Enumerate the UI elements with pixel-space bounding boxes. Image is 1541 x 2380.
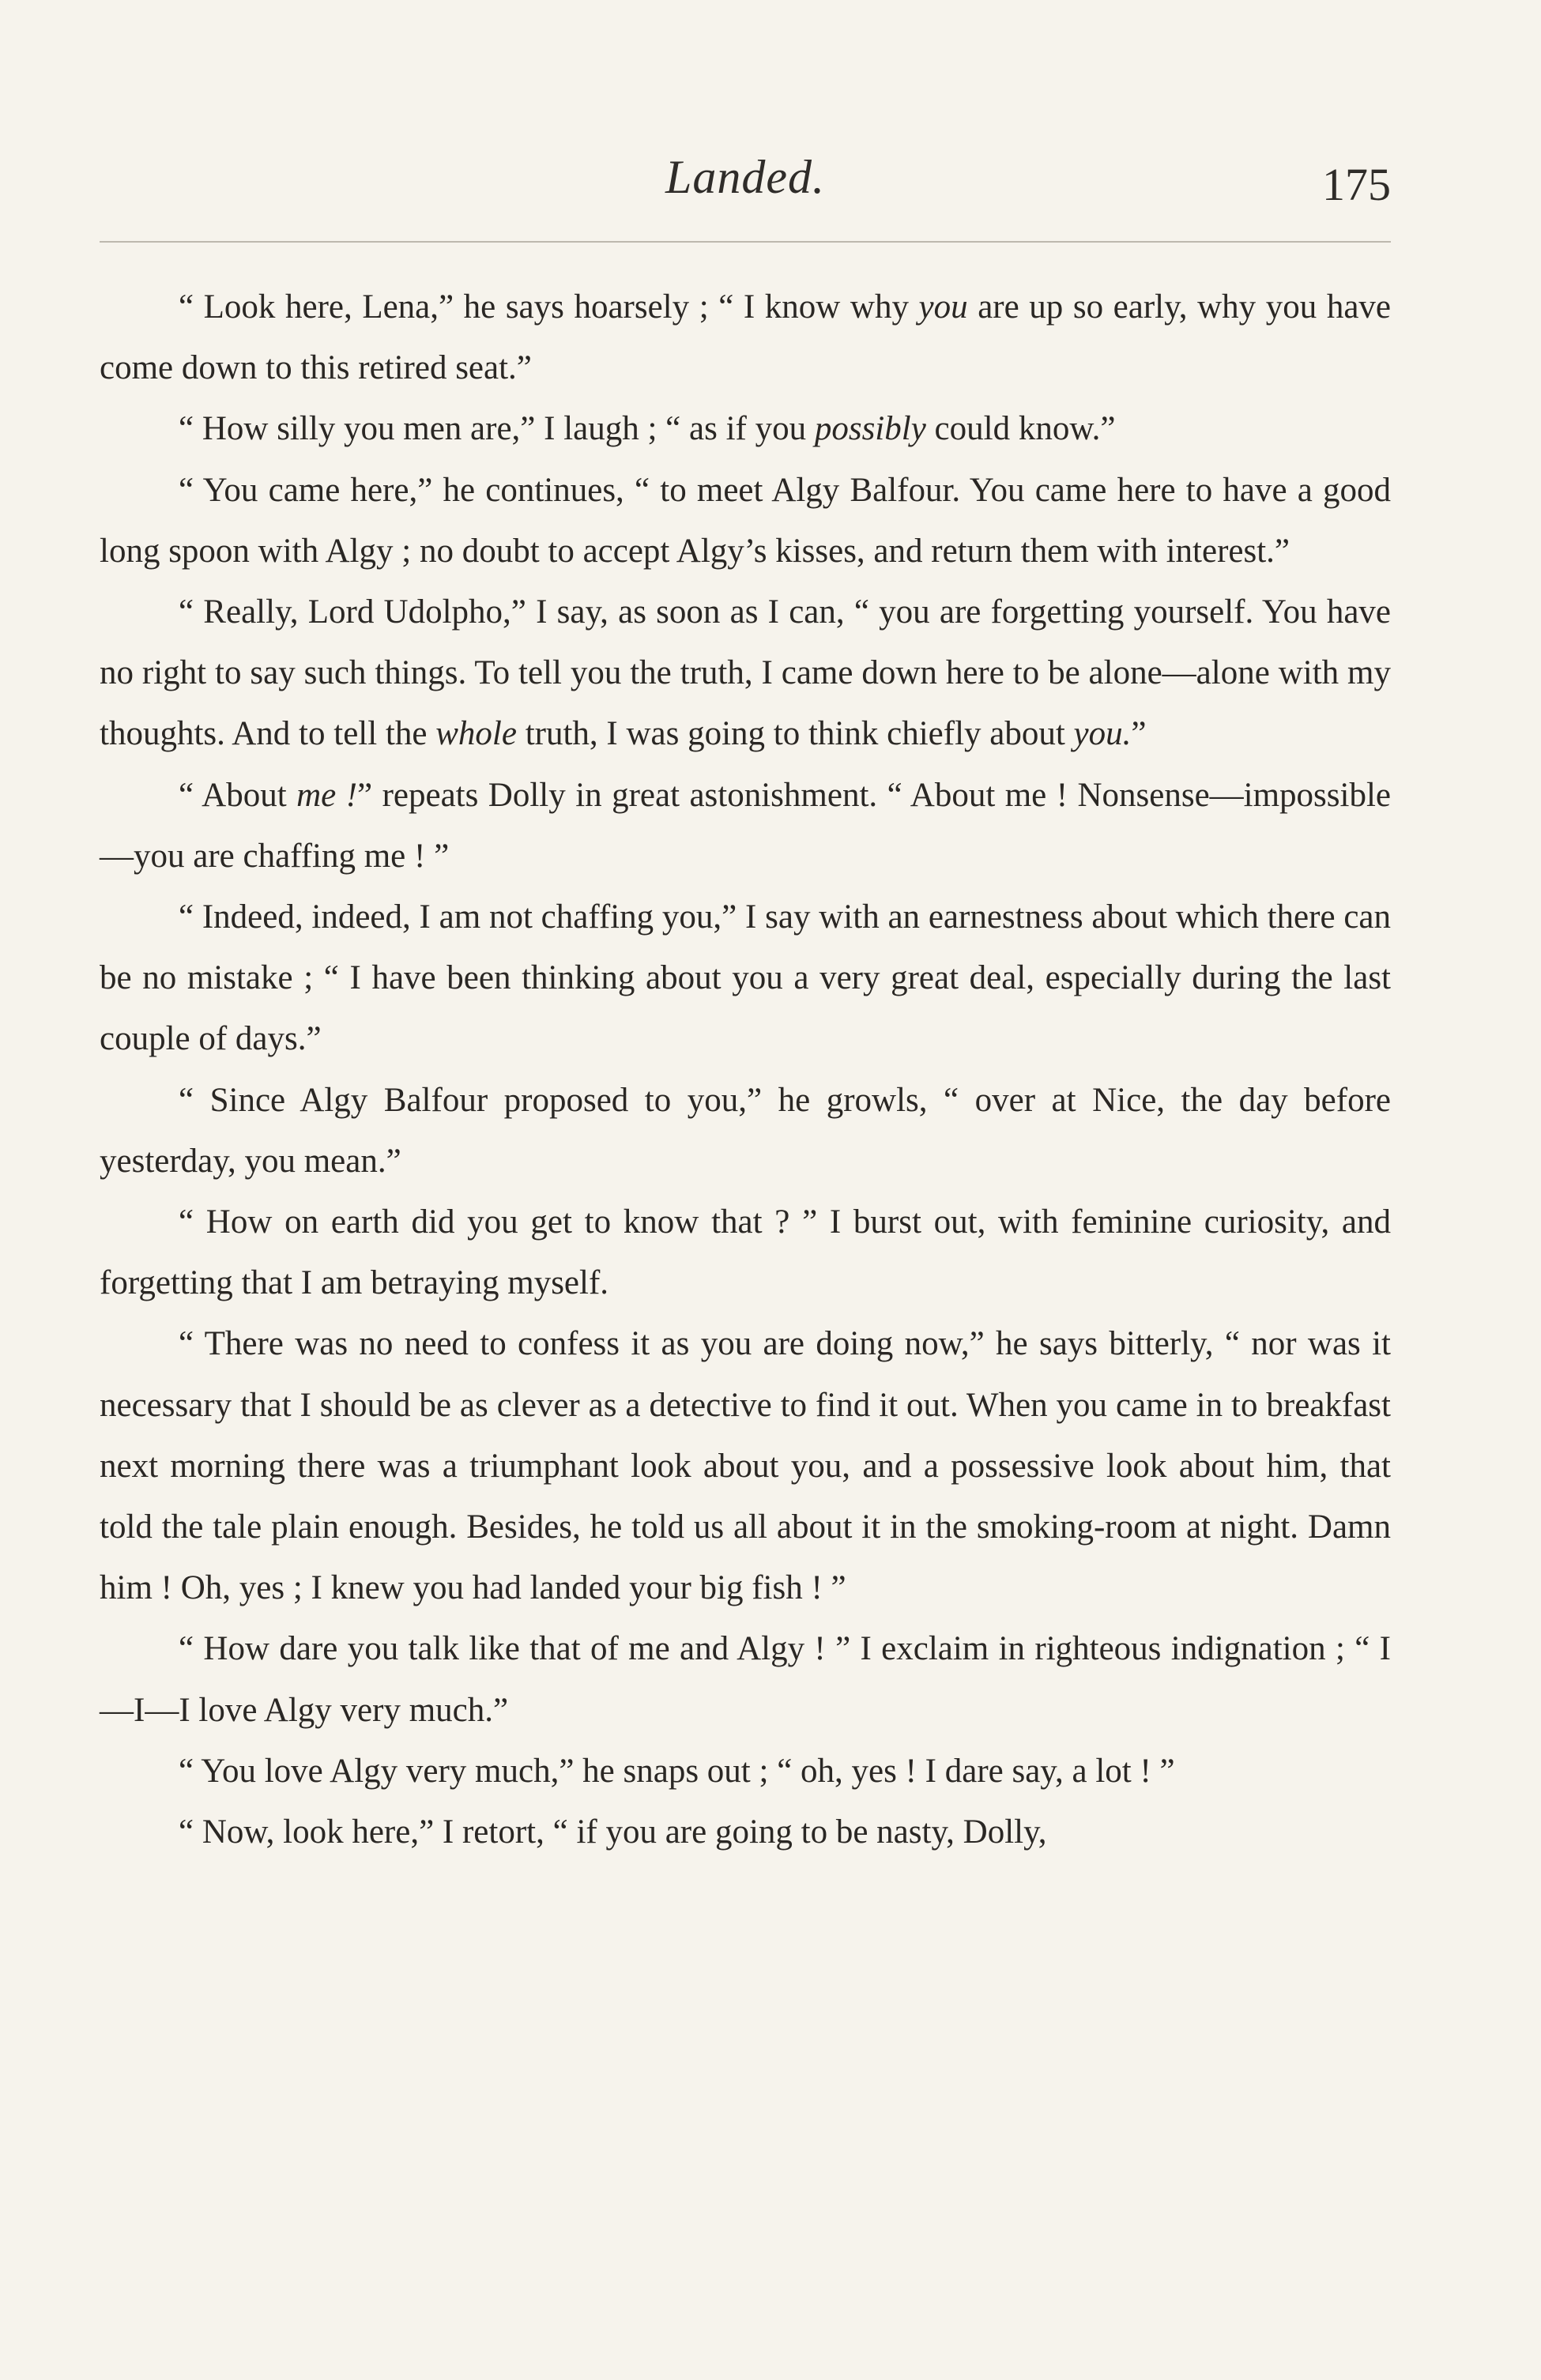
italic-text: me ! <box>296 776 358 814</box>
text-run: “ There was no need to confess it as you are doing now,” he says bitterly, “ nor was it necessary that I should be as clever as a detective to find it out. When you came in to breakfast next morning there was a triumphant look about you, and a possessive look about him, that told the tale plain enough. Besides, he told us all about it in the smoking-room at night. Damn him ! Oh, yes ; I knew you had landed your big fish ! ” <box>100 1325 1391 1607</box>
paragraph <box>100 582 1391 765</box>
header-rule <box>100 241 1391 243</box>
text-run: “ About <box>179 776 297 814</box>
text-run: “ Look here, Lena,” he says hoarsely ; “ I know why <box>179 288 919 326</box>
text-run: could know.” <box>925 410 1116 448</box>
text-run: are up so early, why you have come down to this retired seat.” <box>100 288 1391 387</box>
page-header <box>100 150 1391 229</box>
text-run: “ How dare you talk like that of me and Algy ! ” I exclaim in righteous indignation ; “ I—I—I love Algy very much.” <box>100 1630 1391 1729</box>
italic-text: you. <box>1073 715 1132 753</box>
text-run: “ How on earth did you get to know that ? ” I burst out, with feminine curiosity, and forgetting that I am betraying myself. <box>100 1203 1391 1302</box>
italic-text: whole <box>435 715 517 753</box>
text-run: ” <box>1131 715 1147 753</box>
paragraph <box>100 1741 1391 1802</box>
paragraph <box>100 277 1391 398</box>
paragraph <box>100 1618 1391 1740</box>
text-run: “ You came here,” he continues, “ to meet Algy Balfour. You came here to have a good long spoon with Algy ; no doubt to accept Algy’s kisses, and return them with interest.” <box>100 471 1391 570</box>
paragraph <box>100 460 1391 582</box>
paragraph <box>100 887 1391 1070</box>
text-run: “ You love Algy very much,” he snaps out ; “ oh, yes ! I dare say, a lot ! ” <box>179 1752 1175 1790</box>
text-run: “ Now, look here,” I retort, “ if you are going to be nasty, Dolly, <box>179 1813 1047 1851</box>
text-run: “ Really, Lord Udolpho,” I say, as soon as I can, “ you are forgetting yourself. You have no right to say such things. To tell you the truth, I came down here to be alone—alone with my thoughts. And to tell the <box>100 593 1391 753</box>
paragraph <box>100 1802 1391 1862</box>
body-text <box>100 277 1391 1862</box>
italic-text: possibly <box>814 410 926 448</box>
text-run: “ Indeed, indeed, I am not chaffing you,” I say with an earnestness about which there can be no mistake ; “ I have been thinking about you a very great deal, especially during the last couple of days.” <box>100 898 1391 1058</box>
paragraph <box>100 1070 1391 1192</box>
text-run: “ How silly you men are,” I laugh ; “ as if you <box>179 410 815 448</box>
text-run: ” repeats Dolly in great astonishment. “ About me ! Nonsense—impossible—you are chaffing me ! ” <box>100 776 1391 875</box>
running-title: Landed. <box>665 151 825 203</box>
italic-text: you <box>918 288 968 326</box>
paragraph <box>100 398 1391 459</box>
paragraph <box>100 765 1391 887</box>
text-run: “ Since Algy Balfour proposed to you,” he growls, “ over at Nice, the day before yesterday, you mean.” <box>100 1081 1391 1180</box>
paragraph <box>100 1313 1391 1618</box>
page-number: 175 <box>1322 159 1391 210</box>
paragraph <box>100 1192 1391 1313</box>
text-run: truth, I was going to think chiefly about <box>516 715 1074 753</box>
